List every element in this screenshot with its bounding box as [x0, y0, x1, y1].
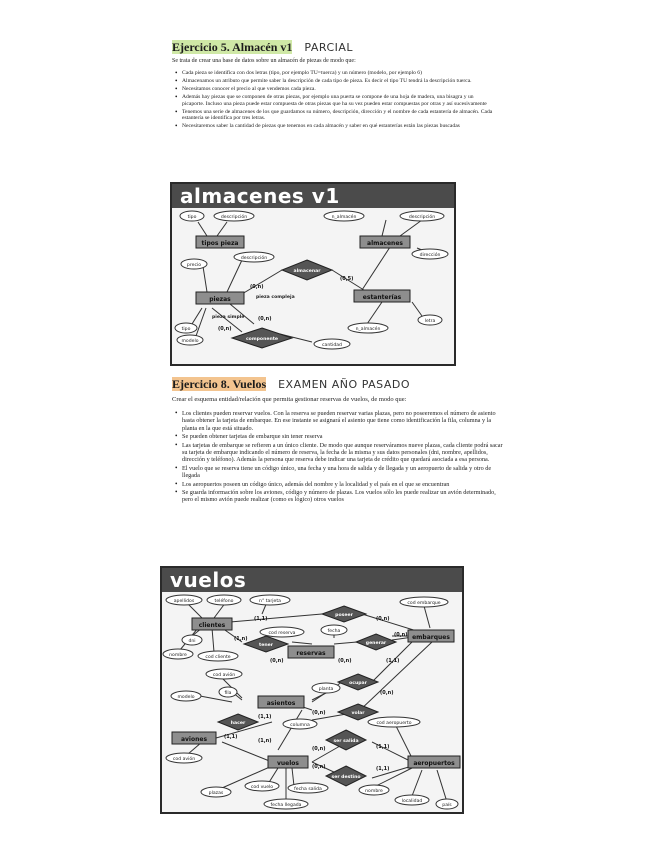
entity-piezas: piezas	[209, 296, 231, 303]
entity-estanterias: estanterías	[362, 294, 402, 301]
list-item: • Necesitaremos saber la cantidad de piezas que tenemos en cada almacén y saber en qué estanterías están las piezas buscadas	[174, 123, 496, 130]
relation-tener: tener	[259, 643, 273, 648]
attribute-descripcion: descripción	[220, 215, 248, 220]
attribute-precio: precio	[186, 263, 202, 268]
list-item: • El vuelo que se reserva tiene un código único, una fecha y una hora de salida y de llegada y un aeropuerto de salida y otro de llegada	[174, 465, 504, 480]
entity-vuelos: vuelos	[276, 760, 300, 767]
attribute-apellidos: apellidos	[173, 599, 195, 604]
list-item: • Las tarjetas de embarque se refieren a un único cliente. De modo que aunque reserváramos nueve plazas, cada cliente podrá sacar su tarjeta de embarque indicando el número de reserva, la fecha de la misma y sus datos personales (dni, nombre, apellidos, dirección y teléfono). Además la persona que reserva debe indicar una tarjeta de crédito que quedará asociada a esa persona.	[174, 442, 504, 464]
relation-ocupar: ocupar	[349, 681, 367, 686]
list-item: • Los aeropuertos poseen un código único, además del nombre y la localidad y el país en el que se encuentran	[174, 481, 504, 488]
label-pieza-simple: pieza simple	[212, 315, 245, 320]
attribute-dni: dni	[188, 639, 196, 644]
list-item: • Además hay piezas que se componen de otras piezas, por ejemplo una puerta se compone de una hoja de madera, una bisagra y un picaporte. Incluso una pieza puede estar compuesta de otras piezas que ha su vez pueden estar compuestas por otras y así sucesivamente	[174, 94, 496, 108]
cardinality: (0,n)	[270, 658, 284, 664]
vuelos-er-diagram	[162, 592, 462, 812]
attribute-planta: planta	[318, 687, 334, 692]
relation-ser-destino: ser destino	[331, 775, 361, 780]
label-pieza-compleja: pieza compleja	[256, 295, 295, 300]
attribute-n-tarjeta: n° tarjeta	[259, 599, 281, 604]
attribute-cod-cliente: cod cliente	[205, 655, 231, 660]
attribute-letra: letra	[424, 319, 436, 324]
cardinality: (1,1)	[376, 744, 390, 750]
list-item: • Se pueden obtener tarjetas de embarque sin tener reserva	[174, 433, 504, 440]
attribute-cod-reserva: cod reserva	[268, 631, 296, 636]
attribute-tipo: tipo	[181, 327, 191, 332]
cardinality: (0,5)	[340, 276, 354, 282]
entity-asientos: asientos	[266, 700, 296, 707]
cardinality: (0,n)	[394, 632, 408, 638]
cardinality: (0,n)	[250, 284, 264, 290]
cardinality: (0,n)	[258, 316, 272, 322]
exercise5-bullet-list	[174, 70, 496, 131]
exercise8-header	[172, 375, 502, 393]
vuelos-diagram-heading: vuelos	[162, 568, 462, 592]
list-item: • Cada pieza se identifica con dos letras (tipo, por ejemplo TU=tuerca) y un número (modelo, por ejemplo 6)	[174, 70, 496, 77]
attribute-cod-avion: cod avión	[172, 757, 196, 762]
exercise8-title: Ejercicio 8. Vuelos	[172, 377, 267, 391]
relation-componente: componente	[245, 337, 279, 342]
relation-volar: volar	[351, 711, 365, 716]
cardinality: (0,n)	[312, 764, 326, 770]
attribute-descripcion: descripción	[240, 256, 268, 261]
cardinality: (0,n)	[376, 616, 390, 622]
attribute-cod-aeropuerto: cod aeropuerto	[376, 721, 412, 726]
attribute-modelo: modelo	[177, 695, 195, 700]
attribute-descripcion: descripción	[408, 215, 436, 220]
attribute-cantidad: cantidad	[322, 343, 342, 348]
entity-embarques: embarques	[412, 634, 450, 641]
vuelos-diagram	[160, 566, 464, 814]
attribute-nombre: nombre	[365, 789, 383, 794]
entity-almacenes: almacenes	[367, 240, 403, 247]
entity-aviones: aviones	[180, 736, 208, 743]
cardinality: (1,1)	[258, 714, 272, 720]
list-item: • Se guarda información sobre los aviones, código y número de plazas. Los vuelos sólo les puede realizar un avión determinado, pero el mismo avión puede realizar (como es lógico) otros vuelos	[174, 489, 504, 504]
cardinality: (1,n)	[258, 738, 272, 744]
list-item: • Almacenamos un atributo que permite saber la descripción de cada tipo de pieza. Es decir el tipo TU tendrá la descripción tuerca.	[174, 78, 496, 85]
exercise8-handwritten-note: EXAMEN AÑO PASADO	[278, 378, 410, 391]
entity-tipos-pieza: tipos pieza	[201, 240, 239, 247]
attribute-plazas: plazas	[208, 791, 224, 796]
relation-generar: generar	[365, 641, 387, 646]
almacenes-er-diagram	[172, 208, 454, 362]
cardinality: (1,1)	[224, 734, 238, 740]
entity-aeropuertos: aeropuertos	[413, 760, 455, 767]
cardinality: (0,n)	[380, 690, 394, 696]
attribute-fecha-llegada: fecha llegada	[270, 803, 302, 808]
entity-reservas: reservas	[296, 650, 326, 657]
attribute-telefono: teléfono	[214, 599, 234, 604]
attribute-cod-avion: cod avión	[212, 673, 236, 678]
attribute-cod-vuelo: cod vuelo	[250, 785, 274, 790]
almacenes-diagram-heading: almacenes v1	[172, 184, 454, 208]
attribute-fecha: fecha	[327, 629, 341, 634]
relation-poseer: poseer	[335, 613, 353, 618]
attribute-modelo: modelo	[181, 339, 199, 344]
cardinality: (0,n)	[312, 710, 326, 716]
relation-ser-salida: ser salida	[333, 739, 359, 744]
list-item: • Necesitamos conocer el precio al que vendemos cada pieza.	[174, 86, 496, 93]
attribute-nombre: nombre	[169, 653, 187, 658]
entity-clientes: clientes	[198, 622, 226, 629]
exercise5-title: Ejercicio 5. Almacén v1	[172, 40, 293, 54]
cardinality: (1,1)	[254, 616, 268, 622]
attribute-fila: fila	[224, 691, 232, 696]
cardinality: (0,n)	[218, 326, 232, 332]
list-item: • Tenemos una serie de almacenes de los que guardamos su número, descripción, dirección y el nombre de cada estantería de almacén. Cada estantería se identifica por tres letras.	[174, 109, 496, 123]
attribute-pais: país	[442, 803, 452, 808]
attribute-n-almacen: n_almacén	[331, 215, 357, 220]
attribute-n-almacen: n_almacén	[355, 327, 381, 332]
cardinality: (1,n)	[234, 636, 248, 642]
exercise8-bullet-list	[174, 410, 504, 505]
cardinality: (1,1)	[386, 658, 400, 664]
attribute-tipo: tipo	[187, 215, 197, 220]
exercise8-intro: Crear el esquema entidad/relación que permita gestionar reservas de vuelos, de modo que:	[172, 396, 407, 403]
attribute-localidad: localidad	[401, 799, 423, 804]
exercise5-header	[172, 38, 522, 56]
exercise5-handwritten-note: PARCIAL	[304, 41, 354, 54]
relation-hacer: hacer	[230, 721, 246, 726]
attribute-cod-embarque: cod embarque	[407, 601, 441, 606]
attribute-columna: columna	[290, 723, 310, 728]
attribute-fecha-salida: fecha salida	[294, 787, 322, 792]
cardinality: (1,1)	[376, 766, 390, 772]
exercise5-intro: Se trata de crear una base de datos sobre un almacén de piezas de modo que:	[172, 58, 356, 64]
attribute-direccion: dirección	[419, 253, 441, 258]
relation-almacenar: almacenar	[293, 269, 321, 274]
list-item: • Los clientes pueden reservar vuelos. Con la reserva se pueden reservar varias plazas, pero no poseeremos el número de asiento hasta obtener la tarjeta de embarque. En ese instante se asignará el asiento que tiene como identificación la fila, columna y la planta en la que está situado.	[174, 410, 504, 432]
almacenes-diagram	[170, 182, 456, 366]
cardinality: (0,n)	[312, 746, 326, 752]
cardinality: (0,n)	[338, 658, 352, 664]
